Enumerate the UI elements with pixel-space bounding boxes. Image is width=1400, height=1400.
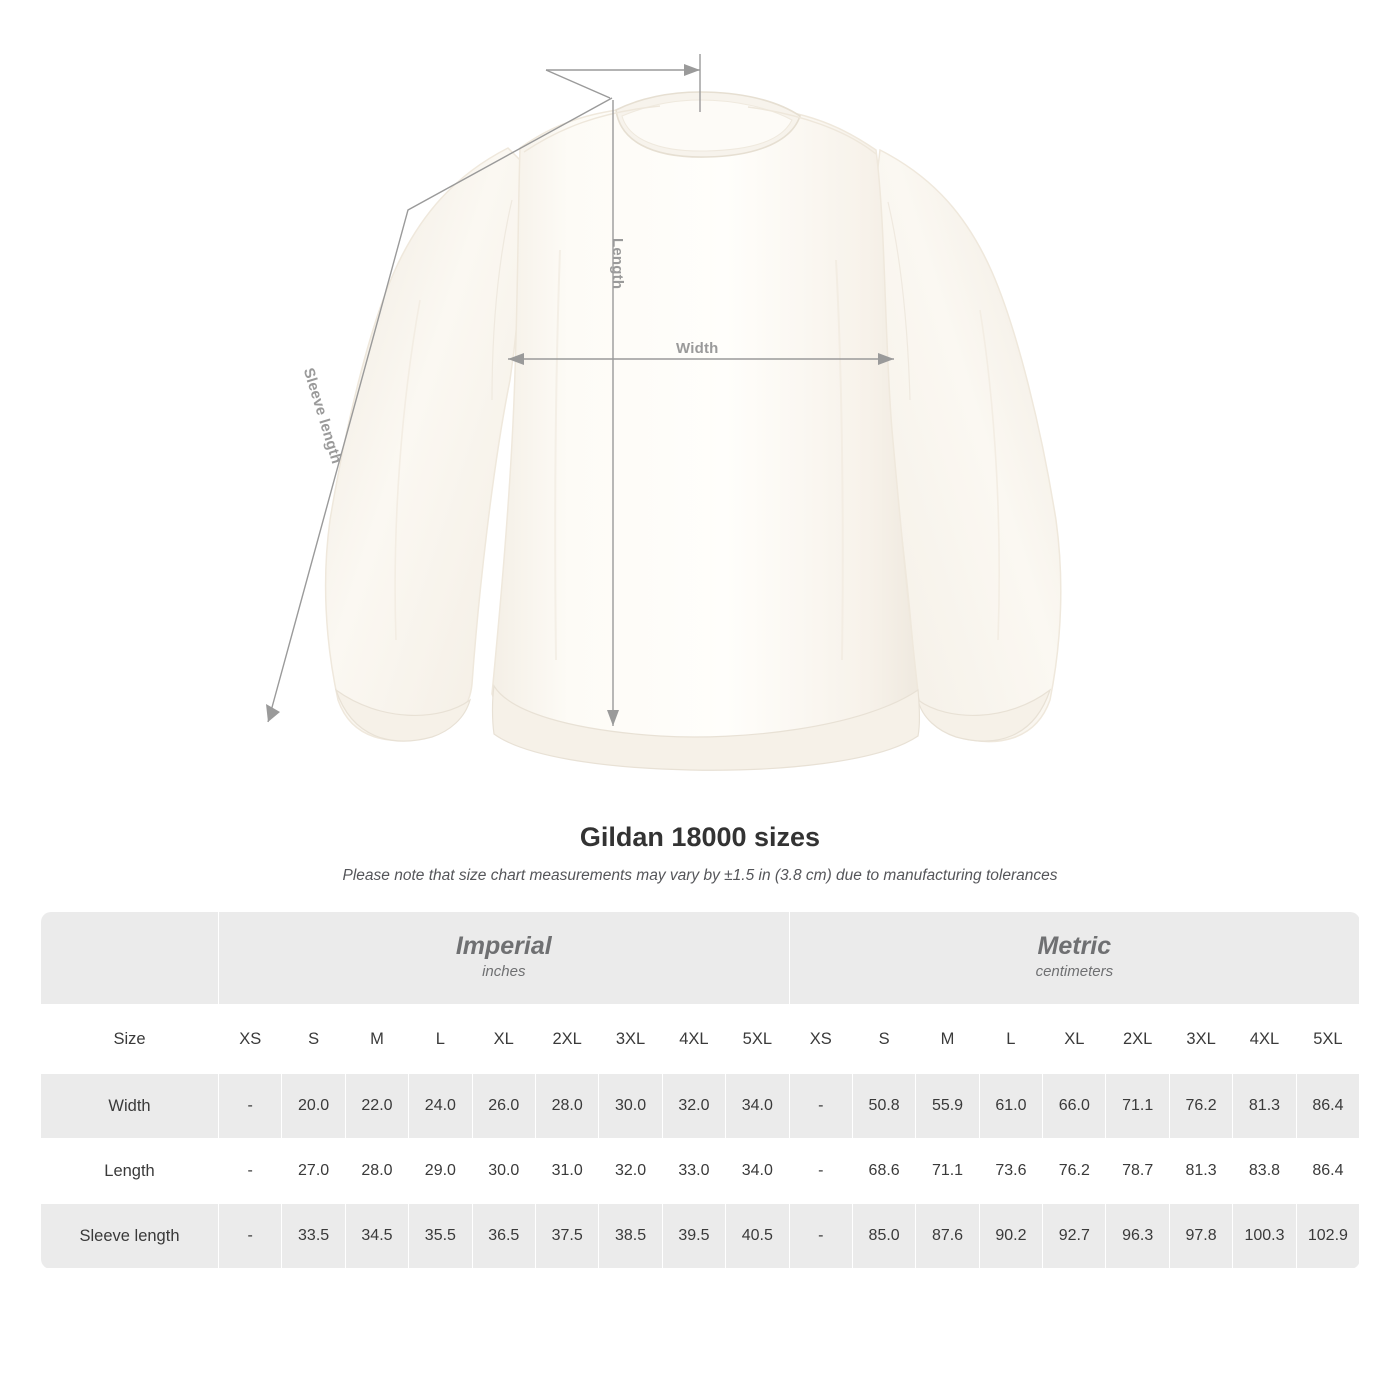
size-header-imp-xl: XL bbox=[472, 1005, 535, 1074]
size-header-imp-l: L bbox=[409, 1005, 472, 1074]
width-imp-4xl: 32.0 bbox=[662, 1074, 725, 1139]
length-imp-xl: 30.0 bbox=[472, 1139, 535, 1204]
size-header-imp-3xl: 3XL bbox=[599, 1005, 662, 1074]
sleeve-met-xs: - bbox=[789, 1204, 852, 1269]
size-header-imp-5xl: 5XL bbox=[726, 1005, 789, 1074]
width-met-3xl: 76.2 bbox=[1169, 1074, 1232, 1139]
width-imp-s: 20.0 bbox=[282, 1074, 345, 1139]
size-header-met-4xl: 4XL bbox=[1233, 1005, 1296, 1074]
size-header-row bbox=[41, 1005, 1360, 1074]
sleeve-imp-3xl: 38.5 bbox=[599, 1204, 662, 1269]
length-met-xl: 76.2 bbox=[1043, 1139, 1106, 1204]
width-met-xl: 66.0 bbox=[1043, 1074, 1106, 1139]
size-header-met-xl: XL bbox=[1043, 1005, 1106, 1074]
sleeve-met-m: 87.6 bbox=[916, 1204, 979, 1269]
length-met-m: 71.1 bbox=[916, 1139, 979, 1204]
unit-group-imperial bbox=[219, 912, 790, 1005]
size-header-met-l: L bbox=[979, 1005, 1042, 1074]
arrow-sleeve-top bbox=[684, 64, 700, 76]
row-label-sleeve-length: Sleeve length bbox=[41, 1204, 219, 1269]
width-imp-5xl: 34.0 bbox=[726, 1074, 789, 1139]
size-header-imp-4xl: 4XL bbox=[662, 1005, 725, 1074]
sleeve-met-2xl: 96.3 bbox=[1106, 1204, 1169, 1269]
width-imp-3xl: 30.0 bbox=[599, 1074, 662, 1139]
sleeve-imp-s: 33.5 bbox=[282, 1204, 345, 1269]
sleeve-imp-l: 35.5 bbox=[409, 1204, 472, 1269]
unit-group-imperial-sub: inches bbox=[482, 963, 526, 981]
length-imp-5xl: 34.0 bbox=[726, 1139, 789, 1204]
tolerance-note: Please note that size chart measurements may vary by ±1.5 in (3.8 cm) due to manufacturing tolerances bbox=[342, 867, 1058, 884]
table-row-sleeve-length bbox=[41, 1204, 1360, 1269]
width-imp-m: 22.0 bbox=[345, 1074, 408, 1139]
length-met-3xl: 81.3 bbox=[1169, 1139, 1232, 1204]
size-header-met-5xl: 5XL bbox=[1296, 1005, 1359, 1074]
sleeve-met-4xl: 100.3 bbox=[1233, 1204, 1296, 1269]
sleeve-imp-xl: 36.5 bbox=[472, 1204, 535, 1269]
page-title: Gildan 18000 sizes bbox=[579, 822, 821, 852]
width-met-5xl: 86.4 bbox=[1296, 1074, 1359, 1139]
width-met-4xl: 81.3 bbox=[1233, 1074, 1296, 1139]
size-header-imp-s: S bbox=[282, 1005, 345, 1074]
size-table bbox=[40, 911, 1360, 1269]
unit-group-imperial-name: Imperial bbox=[455, 931, 552, 960]
length-imp-2xl: 31.0 bbox=[535, 1139, 598, 1204]
length-imp-m: 28.0 bbox=[345, 1139, 408, 1204]
row-label-width: Width bbox=[41, 1074, 219, 1139]
length-met-xs: - bbox=[789, 1139, 852, 1204]
length-label: Length bbox=[609, 238, 626, 290]
length-met-s: 68.6 bbox=[852, 1139, 915, 1204]
sleeve-met-3xl: 97.8 bbox=[1169, 1204, 1232, 1269]
unit-header-row bbox=[41, 912, 1360, 1005]
size-header-imp-m: M bbox=[345, 1005, 408, 1074]
sleeve-length-label: Sleeve length bbox=[299, 366, 346, 466]
width-imp-xl: 26.0 bbox=[472, 1074, 535, 1139]
size-header-met-xs: XS bbox=[789, 1005, 852, 1074]
sleeve-imp-4xl: 39.5 bbox=[662, 1204, 725, 1269]
width-met-2xl: 71.1 bbox=[1106, 1074, 1169, 1139]
size-header-met-3xl: 3XL bbox=[1169, 1005, 1232, 1074]
length-met-4xl: 83.8 bbox=[1233, 1139, 1296, 1204]
row-label-length: Length bbox=[41, 1139, 219, 1204]
sleeve-met-5xl: 102.9 bbox=[1296, 1204, 1359, 1269]
sleeve-imp-m: 34.5 bbox=[345, 1204, 408, 1269]
length-met-l: 73.6 bbox=[979, 1139, 1042, 1204]
unit-group-metric-name: Metric bbox=[1037, 931, 1112, 960]
width-imp-2xl: 28.0 bbox=[535, 1074, 598, 1139]
unit-group-metric-sub: centimeters bbox=[1035, 963, 1114, 981]
width-met-m: 55.9 bbox=[916, 1074, 979, 1139]
length-imp-3xl: 32.0 bbox=[599, 1139, 662, 1204]
length-imp-s: 27.0 bbox=[282, 1139, 345, 1204]
sleeve-met-l: 90.2 bbox=[979, 1204, 1042, 1269]
title-block bbox=[0, 822, 1400, 885]
length-imp-4xl: 33.0 bbox=[662, 1139, 725, 1204]
unit-header-spacer bbox=[41, 912, 219, 1005]
unit-group-metric bbox=[789, 912, 1360, 1005]
sleeve-met-xl: 92.7 bbox=[1043, 1204, 1106, 1269]
sleeve-met-s: 85.0 bbox=[852, 1204, 915, 1269]
sleeve-imp-5xl: 40.5 bbox=[726, 1204, 789, 1269]
sleeve-imp-xs: - bbox=[219, 1204, 282, 1269]
size-header-imp-xs: XS bbox=[219, 1005, 282, 1074]
size-header-met-2xl: 2XL bbox=[1106, 1005, 1169, 1074]
size-table-wrapper bbox=[40, 911, 1360, 1269]
sleeve-imp-2xl: 37.5 bbox=[535, 1204, 598, 1269]
width-met-s: 50.8 bbox=[852, 1074, 915, 1139]
length-met-2xl: 78.7 bbox=[1106, 1139, 1169, 1204]
length-imp-xs: - bbox=[219, 1139, 282, 1204]
table-row-length bbox=[41, 1139, 1360, 1204]
length-met-5xl: 86.4 bbox=[1296, 1139, 1359, 1204]
arrow-sleeve-bottom bbox=[266, 704, 280, 722]
width-met-l: 61.0 bbox=[979, 1074, 1042, 1139]
size-header-label: Size bbox=[41, 1005, 219, 1074]
width-imp-xs: - bbox=[219, 1074, 282, 1139]
width-met-xs: - bbox=[789, 1074, 852, 1139]
size-header-met-s: S bbox=[852, 1005, 915, 1074]
length-imp-l: 29.0 bbox=[409, 1139, 472, 1204]
table-row-width bbox=[41, 1074, 1360, 1139]
size-header-met-m: M bbox=[916, 1005, 979, 1074]
width-label: Width bbox=[676, 340, 719, 357]
size-header-imp-2xl: 2XL bbox=[535, 1005, 598, 1074]
width-imp-l: 24.0 bbox=[409, 1074, 472, 1139]
